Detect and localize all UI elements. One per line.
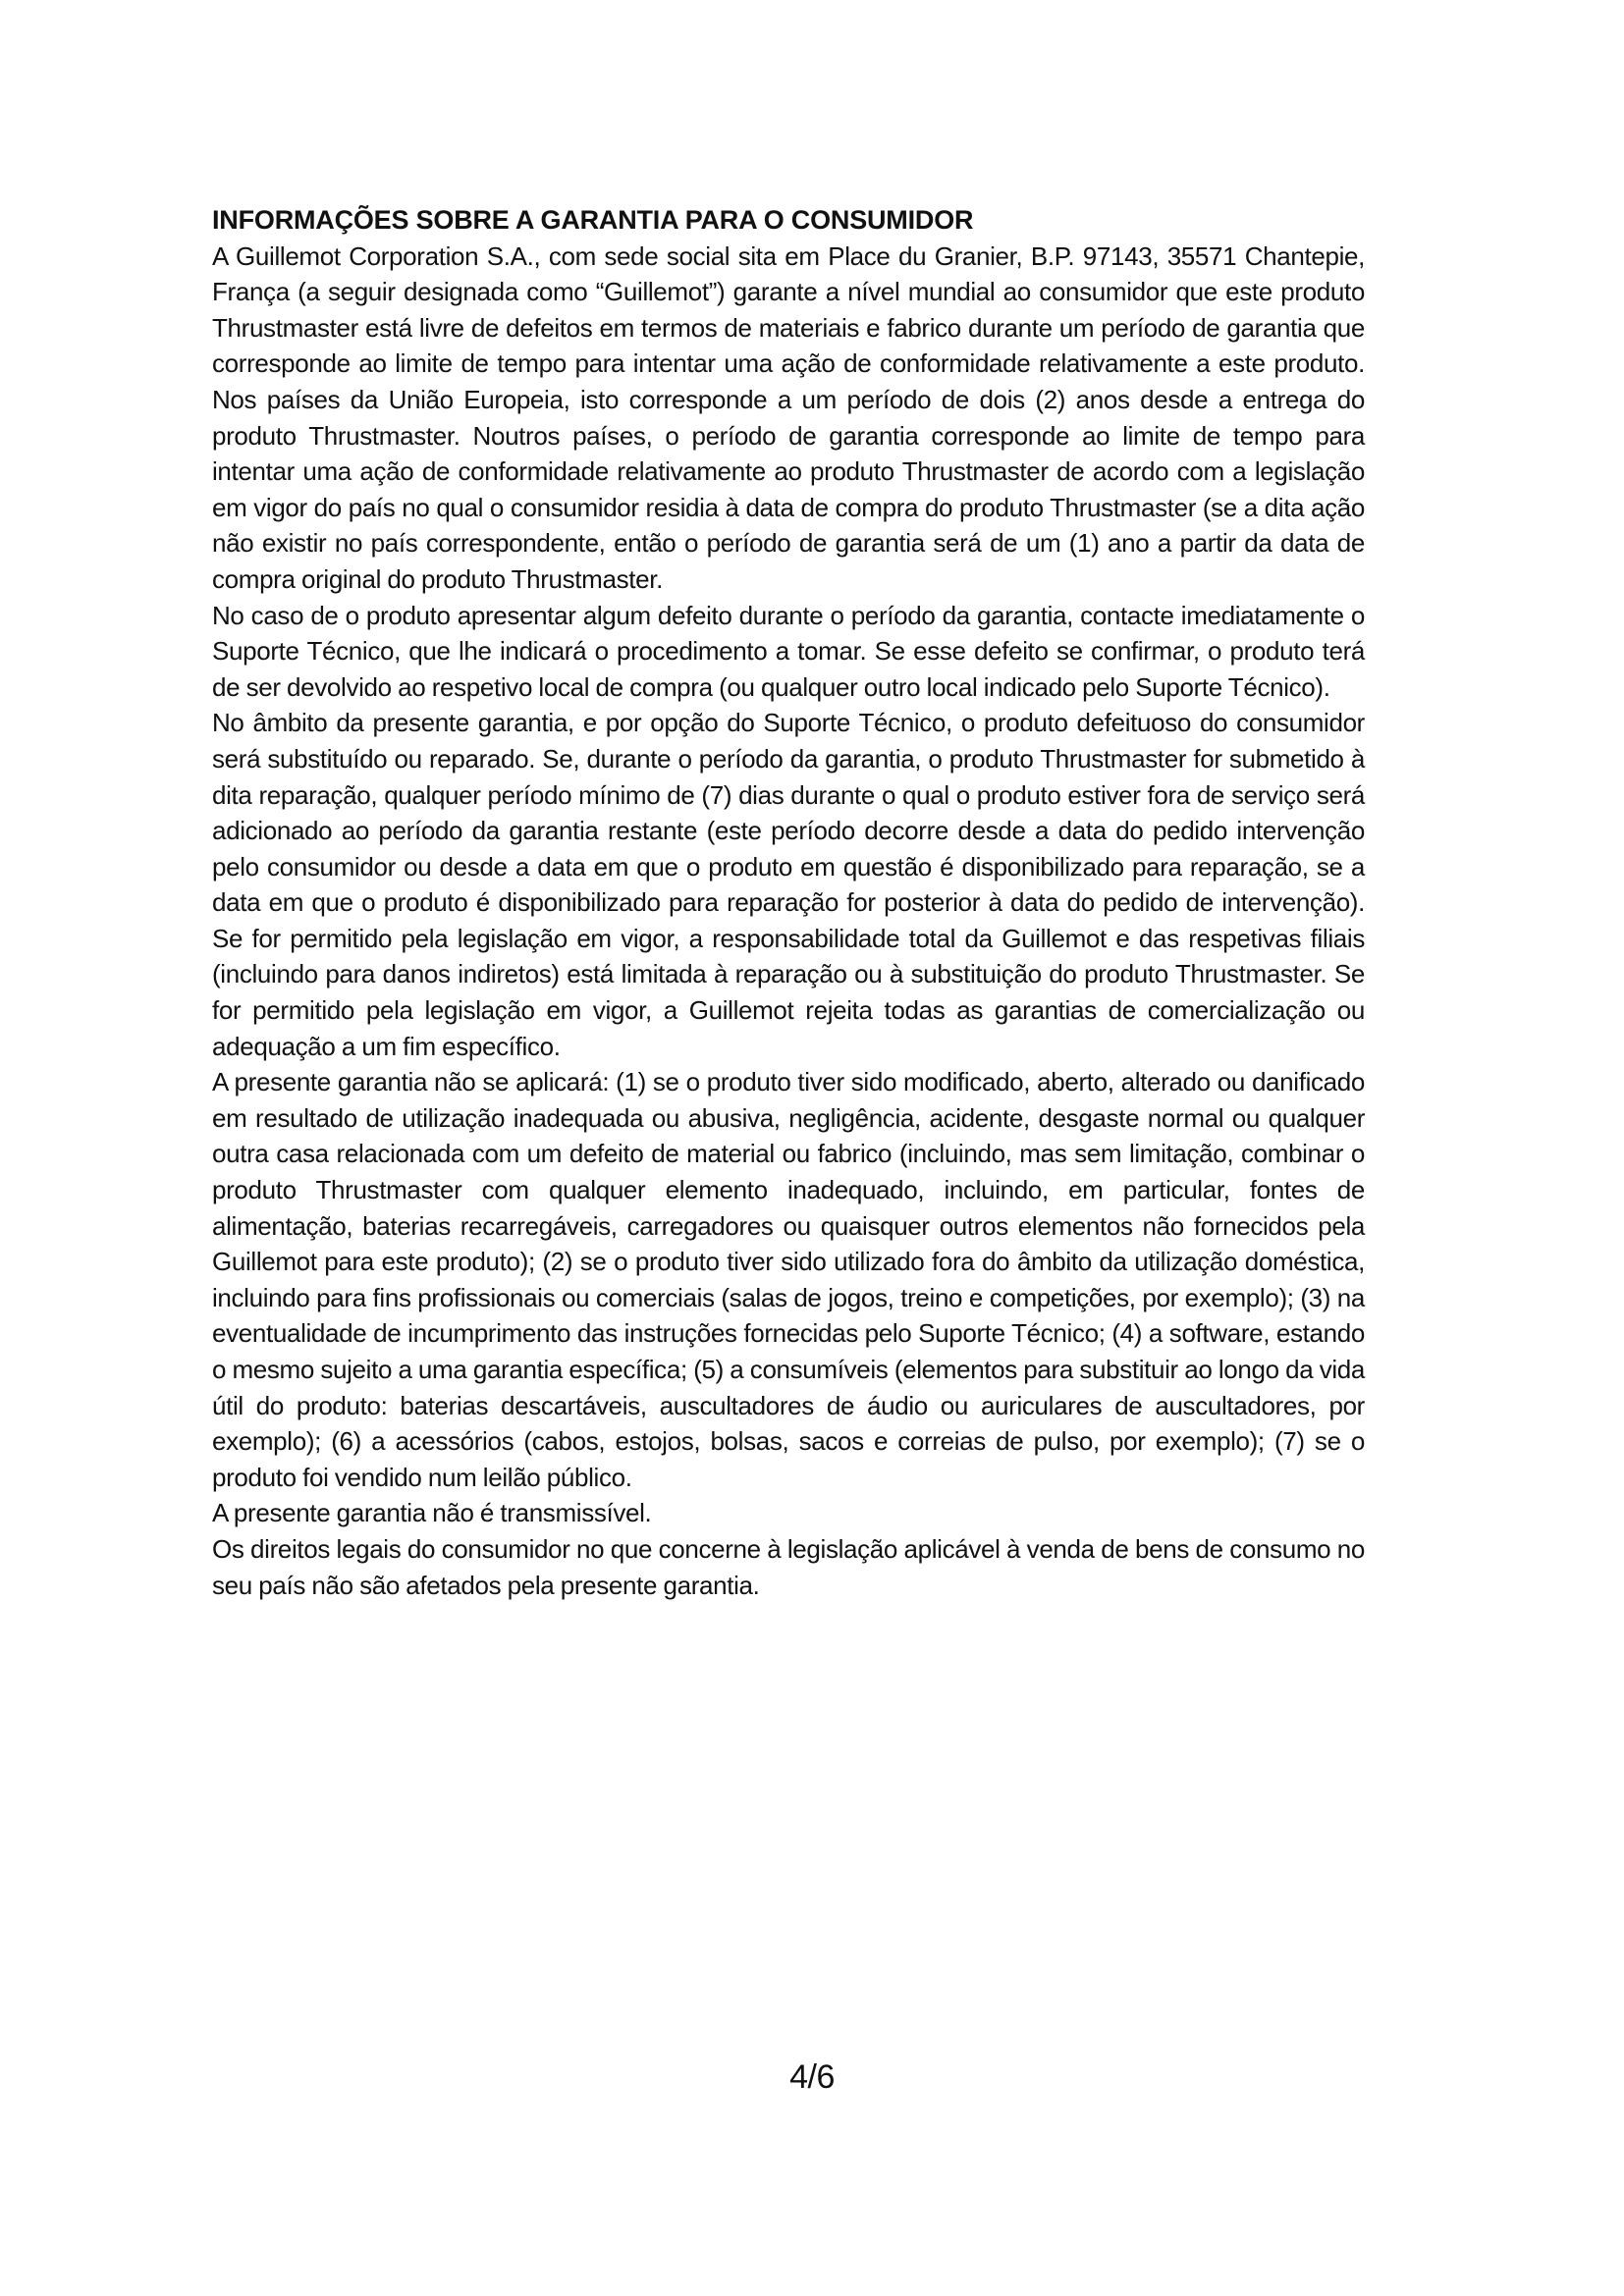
paragraph-legal-rights: Os direitos legais do consumidor no que concerne à legislação aplicável à venda de bens de consumo no seu país não são afetados pela presente garantia. (212, 1533, 1365, 1600)
paragraph-warranty-coverage: A Guillemot Corporation S.A., com sede social sita em Place du Granier, B.P. 97143, 35571 Chantepie, França (a seguir designada como “Guillemot”) garante a nível mundial ao consumidor que este produto Thrustmaster está livre de defeitos em termos de materiais e fabrico durante um período de garantia que corresponde ao limite de tempo para intentar uma ação de conformidade relativamente a este produto. Nos países da União Europeia, isto corresponde a um período de dois (2) anos desde a entrega do produto Thrustmaster. Noutros países, o período de garantia corresponde ao limite de tempo para intentar uma ação de conformidade relativamente ao produto Thrustmaster de acordo com a legislação em vigor do país no qual o consumidor residia à data de compra do produto Thrustmaster (se a dita ação não existir no país correspondente, então o período de garantia será de um (1) ano a partir da data de compra original do produto Thrustmaster. (212, 240, 1365, 594)
paragraph-exclusions: A presente garantia não se aplicará: (1) se o produto tiver sido modificado, aberto, alterado ou danificado em resultado de utilização inadequada ou abusiva, negligência, acidente, desgaste normal ou qualquer outra casa relacionada com um defeito de material ou fabrico (incluindo, mas sem limitação, combinar o produto Thrustmaster com qualquer elemento inadequado, incluindo, em particular, fontes de alimentação, baterias recarregáveis, carregadores ou quaisquer outros elementos não fornecidos pela Guillemot para este produto); (2) se o produto tiver sido utilizado fora do âmbito da utilização doméstica, incluindo para fins profissionais ou comerciais (salas de jogos, treino e competições, por exemplo); (3) na eventualidade de incumprimento das instruções fornecidas pelo Suporte Técnico; (4) a software, estando o mesmo sujeito a uma garantia específica; (5) a consumíveis (elementos para substituir ao longo da vida útil do produto: baterias descartáveis, auscultadores de áudio ou auriculares de auscultadores, por exemplo); (6) a acessórios (cabos, estojos, bolsas, sacos e correias de pulso, por exemplo); (7) se o produto foi vendido num leilão público. (212, 1067, 1365, 1492)
paragraph-defect-procedure: No caso de o produto apresentar algum defeito durante o período da garantia, contacte imediatamente o Suporte Técnico, que lhe indicará o procedimento a tomar. Se esse defeito se confirmar, o produto terá de ser devolvido ao respetivo local de compra (ou qualquer outro local indicado pelo Suporte Técnico). (212, 600, 1365, 702)
page-number: 4/6 (789, 2058, 835, 2096)
paragraph-repair-replacement: No âmbito da presente garantia, e por opção do Suporte Técnico, o produto defeituoso do consumidor será substituído ou reparado. Se, durante o período da garantia, o produto Thrustmaster for submetido à dita reparação, qualquer período mínimo de (7) dias durante o qual o produto estiver fora de serviço será adicionado ao período da garantia restante (este período decorre desde a data do pedido intervenção pelo consumidor ou desde a data em que o produto em questão é disponibilizado para reparação, se a data em que o produto é disponibilizado para reparação for posterior à data do pedido de intervenção). Se for permitido pela legislação em vigor, a responsabilidade total da Guillemot e das respetivas filiais (incluindo para danos indiretos) está limitada à reparação ou à substituição do produto Thrustmaster. Se for permitido pela legislação em vigor, a Guillemot rejeita todas as garantias de comercialização ou adequação a um fim específico. (212, 708, 1365, 1061)
warranty-section (212, 202, 1365, 1603)
section-title: INFORMAÇÕES SOBRE A GARANTIA PARA O CONSUMIDOR (212, 205, 974, 235)
paragraph-non-transferable: A presente garantia não é transmissível. (212, 1498, 652, 1528)
